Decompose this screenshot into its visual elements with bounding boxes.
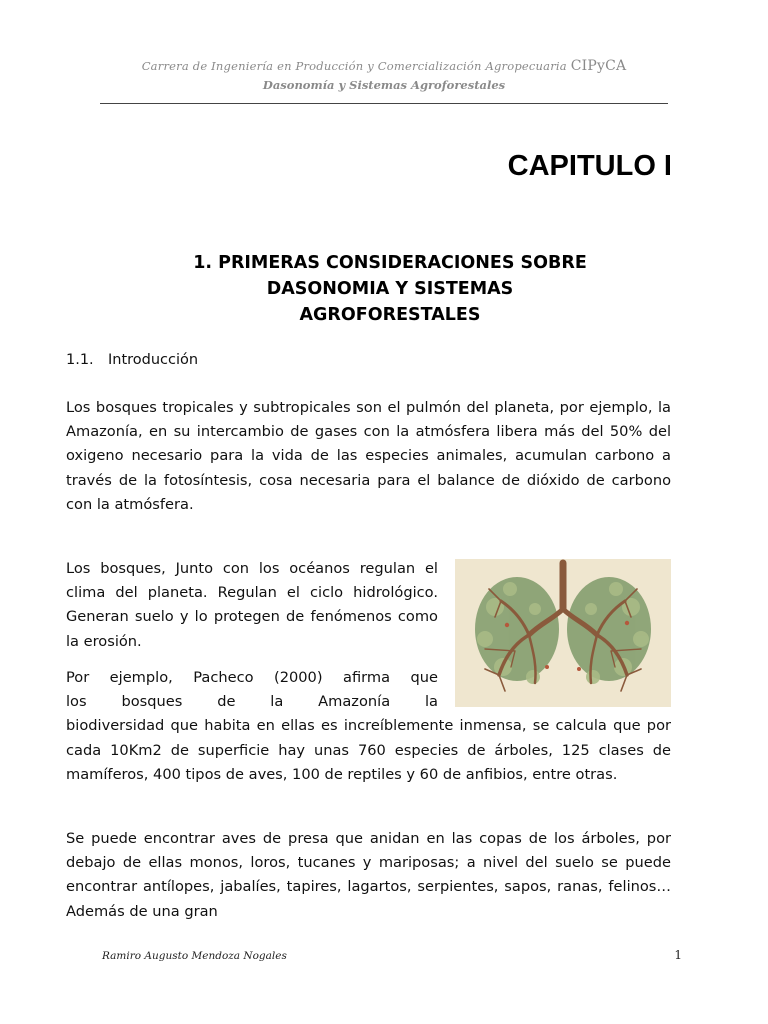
paragraph-3-line-2: los bosques de la Amazonía la: [66, 693, 438, 711]
paragraph-3-rest: biodiversidad que habita en ellas es increíblemente inmensa, se calcula que por cada 10Km2 de superficie hay unas 760 especies de árboles, 125 clases de mamíferos, 400 tipos de aves, 100 de reptiles y 60 de anfibios, entre otras.: [66, 717, 671, 783]
section-title-line-3: AGROFORESTALES: [299, 305, 481, 325]
header-program: [0, 58, 768, 74]
header-course: Dasonomía y Sistemas Agroforestales: [262, 78, 506, 92]
paragraph-3: [66, 666, 671, 787]
subsection-heading: [66, 352, 466, 368]
header-program-text: Carrera de Ingeniería en Producción y Comercialización Agropecuaria: [141, 59, 567, 73]
paragraph-1: Los bosques tropicales y subtropicales son el pulmón del planeta, por ejemplo, la Amazonía, en su intercambio de gases con la atmósfera libera más del 50% del oxigeno necesario para la vida de las especies animales, acumulan carbono a través de la fotosíntesis, cosa necesaria para el balance de dióxido de carbono con la atmósfera.: [66, 399, 671, 513]
paragraph-4: Se puede encontrar aves de presa que anidan en las copas de los árboles, por debajo de ellas monos, loros, tucanes y mariposas; a nivel del suelo se puede encontrar antílopes, jabalíes, tapires, lagartos, serpientes, sapos, ranas, felinos… Además de una gran: [66, 830, 671, 920]
page-number: 1: [674, 948, 682, 962]
paragraph-3-line-1: Por ejemplo, Pacheco (2000) afirma que: [66, 669, 438, 686]
paragraph-2: Los bosques, Junto con los océanos regulan el clima del planeta. Regulan el ciclo hidrológico. Generan suelo y lo protegen de fenómenos como la erosión.: [66, 560, 438, 650]
subsection-title: Introducción: [108, 352, 199, 368]
section-title: [130, 250, 650, 328]
section-title-line-1: 1. PRIMERAS CONSIDERACIONES SOBRE: [193, 253, 587, 273]
header-brand: CIPyCA: [570, 58, 627, 74]
header-divider: [100, 103, 668, 104]
subsection-number: 1.1.: [66, 352, 94, 368]
footer-author: Ramiro Augusto Mendoza Nogales: [102, 950, 287, 962]
section-title-line-2: DASONOMIA Y SISTEMAS: [266, 279, 514, 299]
chapter-title: CAPITULO I: [507, 150, 672, 182]
